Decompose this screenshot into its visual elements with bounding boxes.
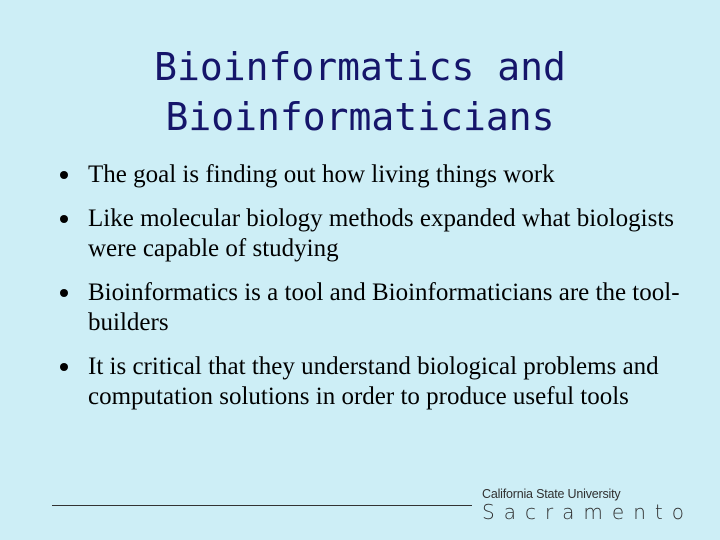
bullet-text: It is critical that they understand biological problems and computation solutions in order to produce useful tools: [88, 353, 659, 410]
logo-university-name: California State University: [482, 487, 621, 501]
bullet-item: [50, 204, 690, 264]
bullet-list: [50, 160, 690, 426]
slide-title-line-1: Bioinformatics and: [154, 45, 566, 89]
bullet-dot-icon: [60, 289, 68, 297]
bullet-dot-icon: [60, 171, 68, 179]
bullet-dot-icon: [60, 363, 68, 371]
slide-title-line-2: Bioinformaticians: [165, 95, 555, 139]
bullet-item: [50, 160, 690, 190]
slide-title: [0, 42, 720, 142]
bullet-text: Like molecular biology methods expanded what biologists were capable of studying: [88, 205, 674, 262]
bullet-text: Bioinformatics is a tool and Bioinformaticians are the tool-builders: [88, 279, 680, 336]
bullet-item: [50, 278, 690, 338]
university-logo: [482, 487, 693, 524]
logo-city-name: Sacramento: [482, 500, 693, 524]
bullet-dot-icon: [60, 215, 68, 223]
bullet-item: [50, 352, 690, 412]
footer-divider: [52, 505, 472, 506]
bullet-text: The goal is finding out how living things work: [88, 161, 555, 188]
